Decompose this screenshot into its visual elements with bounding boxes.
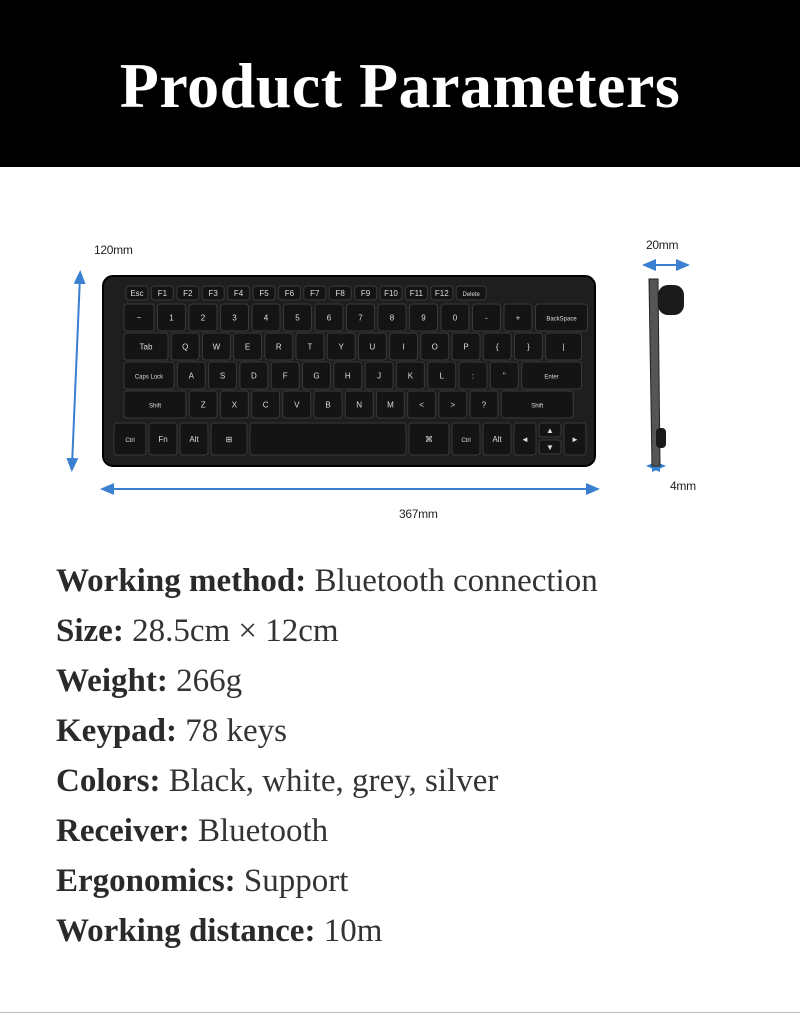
- key-label: Alt: [189, 435, 199, 444]
- key-label: 1: [169, 313, 174, 323]
- spec-value: Black, white, grey, silver: [168, 763, 499, 799]
- key-label: ◄: [521, 435, 529, 444]
- key-label: W: [212, 342, 221, 352]
- key-label: 6: [326, 313, 332, 323]
- key-label: ~: [136, 313, 142, 323]
- depth-label: 20mm: [646, 238, 679, 252]
- key-label: ▼: [546, 443, 554, 452]
- key-label: }: [527, 342, 530, 352]
- spec-size: [56, 606, 776, 656]
- key-label: D: [251, 371, 257, 381]
- key-label: S: [219, 371, 226, 381]
- key-label: F5: [259, 289, 269, 298]
- key-label: F1: [157, 289, 168, 298]
- key-label: F3: [208, 289, 218, 298]
- spec-colors: [56, 756, 776, 806]
- spec-label: Ergonomics:: [56, 863, 236, 899]
- spec-value: 266g: [176, 663, 243, 699]
- key-label: X: [231, 400, 238, 410]
- key-label: Caps Lock: [134, 374, 164, 381]
- spec-value: 78 keys: [185, 713, 288, 749]
- spec-label: Receiver:: [56, 813, 190, 849]
- key-label: M: [387, 400, 394, 410]
- key-label: Enter: [544, 374, 559, 381]
- key-label: -: [485, 313, 488, 323]
- key-label: Ctrl: [461, 438, 471, 444]
- spec-value: 10m: [323, 913, 383, 949]
- key-label: F7: [310, 289, 320, 298]
- key-label: 5: [295, 313, 300, 323]
- key-label: Y: [338, 342, 344, 352]
- key-label: N: [356, 400, 363, 410]
- page-title: Product Parameters: [119, 50, 681, 121]
- height-arrow: [72, 276, 80, 466]
- key-label: 0: [452, 313, 458, 323]
- key-label: U: [369, 342, 376, 352]
- key-label: T: [307, 342, 313, 352]
- key-label: BackSpace: [546, 316, 577, 323]
- key-label: <: [419, 400, 424, 410]
- key-label: +: [515, 313, 521, 323]
- spec-value: Bluetooth connection: [314, 563, 598, 599]
- key-label: 3: [232, 313, 237, 323]
- key-label: F4: [233, 289, 244, 298]
- spec-working-method: [56, 556, 776, 606]
- key-label: ?: [481, 400, 487, 410]
- spec-value: Support: [243, 863, 349, 899]
- spec-label: Working method:: [56, 563, 307, 599]
- key-label: J: [377, 371, 382, 381]
- key-label: Shift: [148, 403, 162, 410]
- key-label: {: [495, 342, 499, 352]
- key-label: O: [431, 342, 438, 352]
- width-label: 367mm: [399, 507, 438, 521]
- side-bump-small: [656, 428, 666, 448]
- key-label: Q: [182, 342, 189, 352]
- spec-label: Weight:: [56, 663, 168, 699]
- height-label: 120mm: [94, 243, 133, 257]
- key-label: ►: [571, 435, 579, 444]
- key-label: P: [463, 342, 469, 352]
- side-bump: [658, 285, 684, 315]
- spec-label: Keypad:: [56, 713, 178, 749]
- key-label: G: [313, 371, 320, 381]
- spec-value: Bluetooth: [197, 813, 329, 849]
- spec-working-distance: [56, 906, 776, 956]
- key-label: 7: [358, 313, 363, 323]
- key-label: F9: [360, 289, 371, 298]
- bottom-divider: [0, 1012, 800, 1013]
- keyboard-keys: [114, 286, 588, 455]
- key-label: 9: [421, 313, 426, 323]
- key-label: ": [502, 371, 506, 381]
- key-label: B: [325, 400, 331, 410]
- key-label: Alt: [492, 435, 502, 444]
- spec-value: 28.5cm × 12cm: [132, 613, 339, 649]
- key-label: E: [244, 342, 251, 352]
- key-label: ▲: [546, 426, 554, 435]
- spec-ergonomics: [56, 856, 776, 906]
- spec-label: Size:: [56, 613, 124, 649]
- key-label: 2: [200, 313, 206, 323]
- key-label: ⌘: [425, 435, 433, 444]
- key-label: F6: [284, 289, 295, 298]
- key-label: H: [344, 371, 351, 381]
- spec-receiver: [56, 806, 776, 856]
- spec-keypad: [56, 706, 776, 756]
- key-label: F8: [335, 289, 345, 298]
- key-label: F12: [434, 289, 449, 298]
- key-label: :: [471, 371, 475, 381]
- key-label: K: [407, 371, 414, 381]
- key-label: C: [262, 400, 269, 410]
- spec-list: [56, 556, 776, 956]
- key-label: Ctrl: [125, 438, 135, 444]
- key-label: >: [450, 400, 456, 410]
- key-label: F2: [183, 289, 193, 298]
- key-label: Delete: [462, 292, 480, 298]
- key-label: V: [294, 400, 300, 410]
- key-label: |: [562, 342, 565, 352]
- key-label: I: [402, 342, 405, 352]
- key-label: Esc: [130, 289, 144, 298]
- spec-label: Colors:: [56, 763, 161, 799]
- keyboard-key: [250, 423, 406, 455]
- key-label: 4: [263, 313, 269, 323]
- key-label: L: [439, 371, 444, 381]
- key-label: F10: [384, 289, 398, 298]
- key-label: Shift: [531, 403, 544, 410]
- key-label: 8: [389, 313, 395, 323]
- thickness-label: 4mm: [670, 479, 696, 493]
- key-label: R: [275, 342, 282, 352]
- key-label: Fn: [158, 435, 168, 444]
- key-label: ⊞: [225, 435, 233, 444]
- key-label: Z: [200, 400, 206, 410]
- spec-label: Working distance:: [56, 913, 316, 949]
- key-label: Tab: [139, 342, 153, 352]
- key-label: F11: [409, 289, 424, 298]
- key-label: F: [282, 371, 288, 381]
- key-label: A: [188, 371, 194, 381]
- spec-weight: [56, 656, 776, 706]
